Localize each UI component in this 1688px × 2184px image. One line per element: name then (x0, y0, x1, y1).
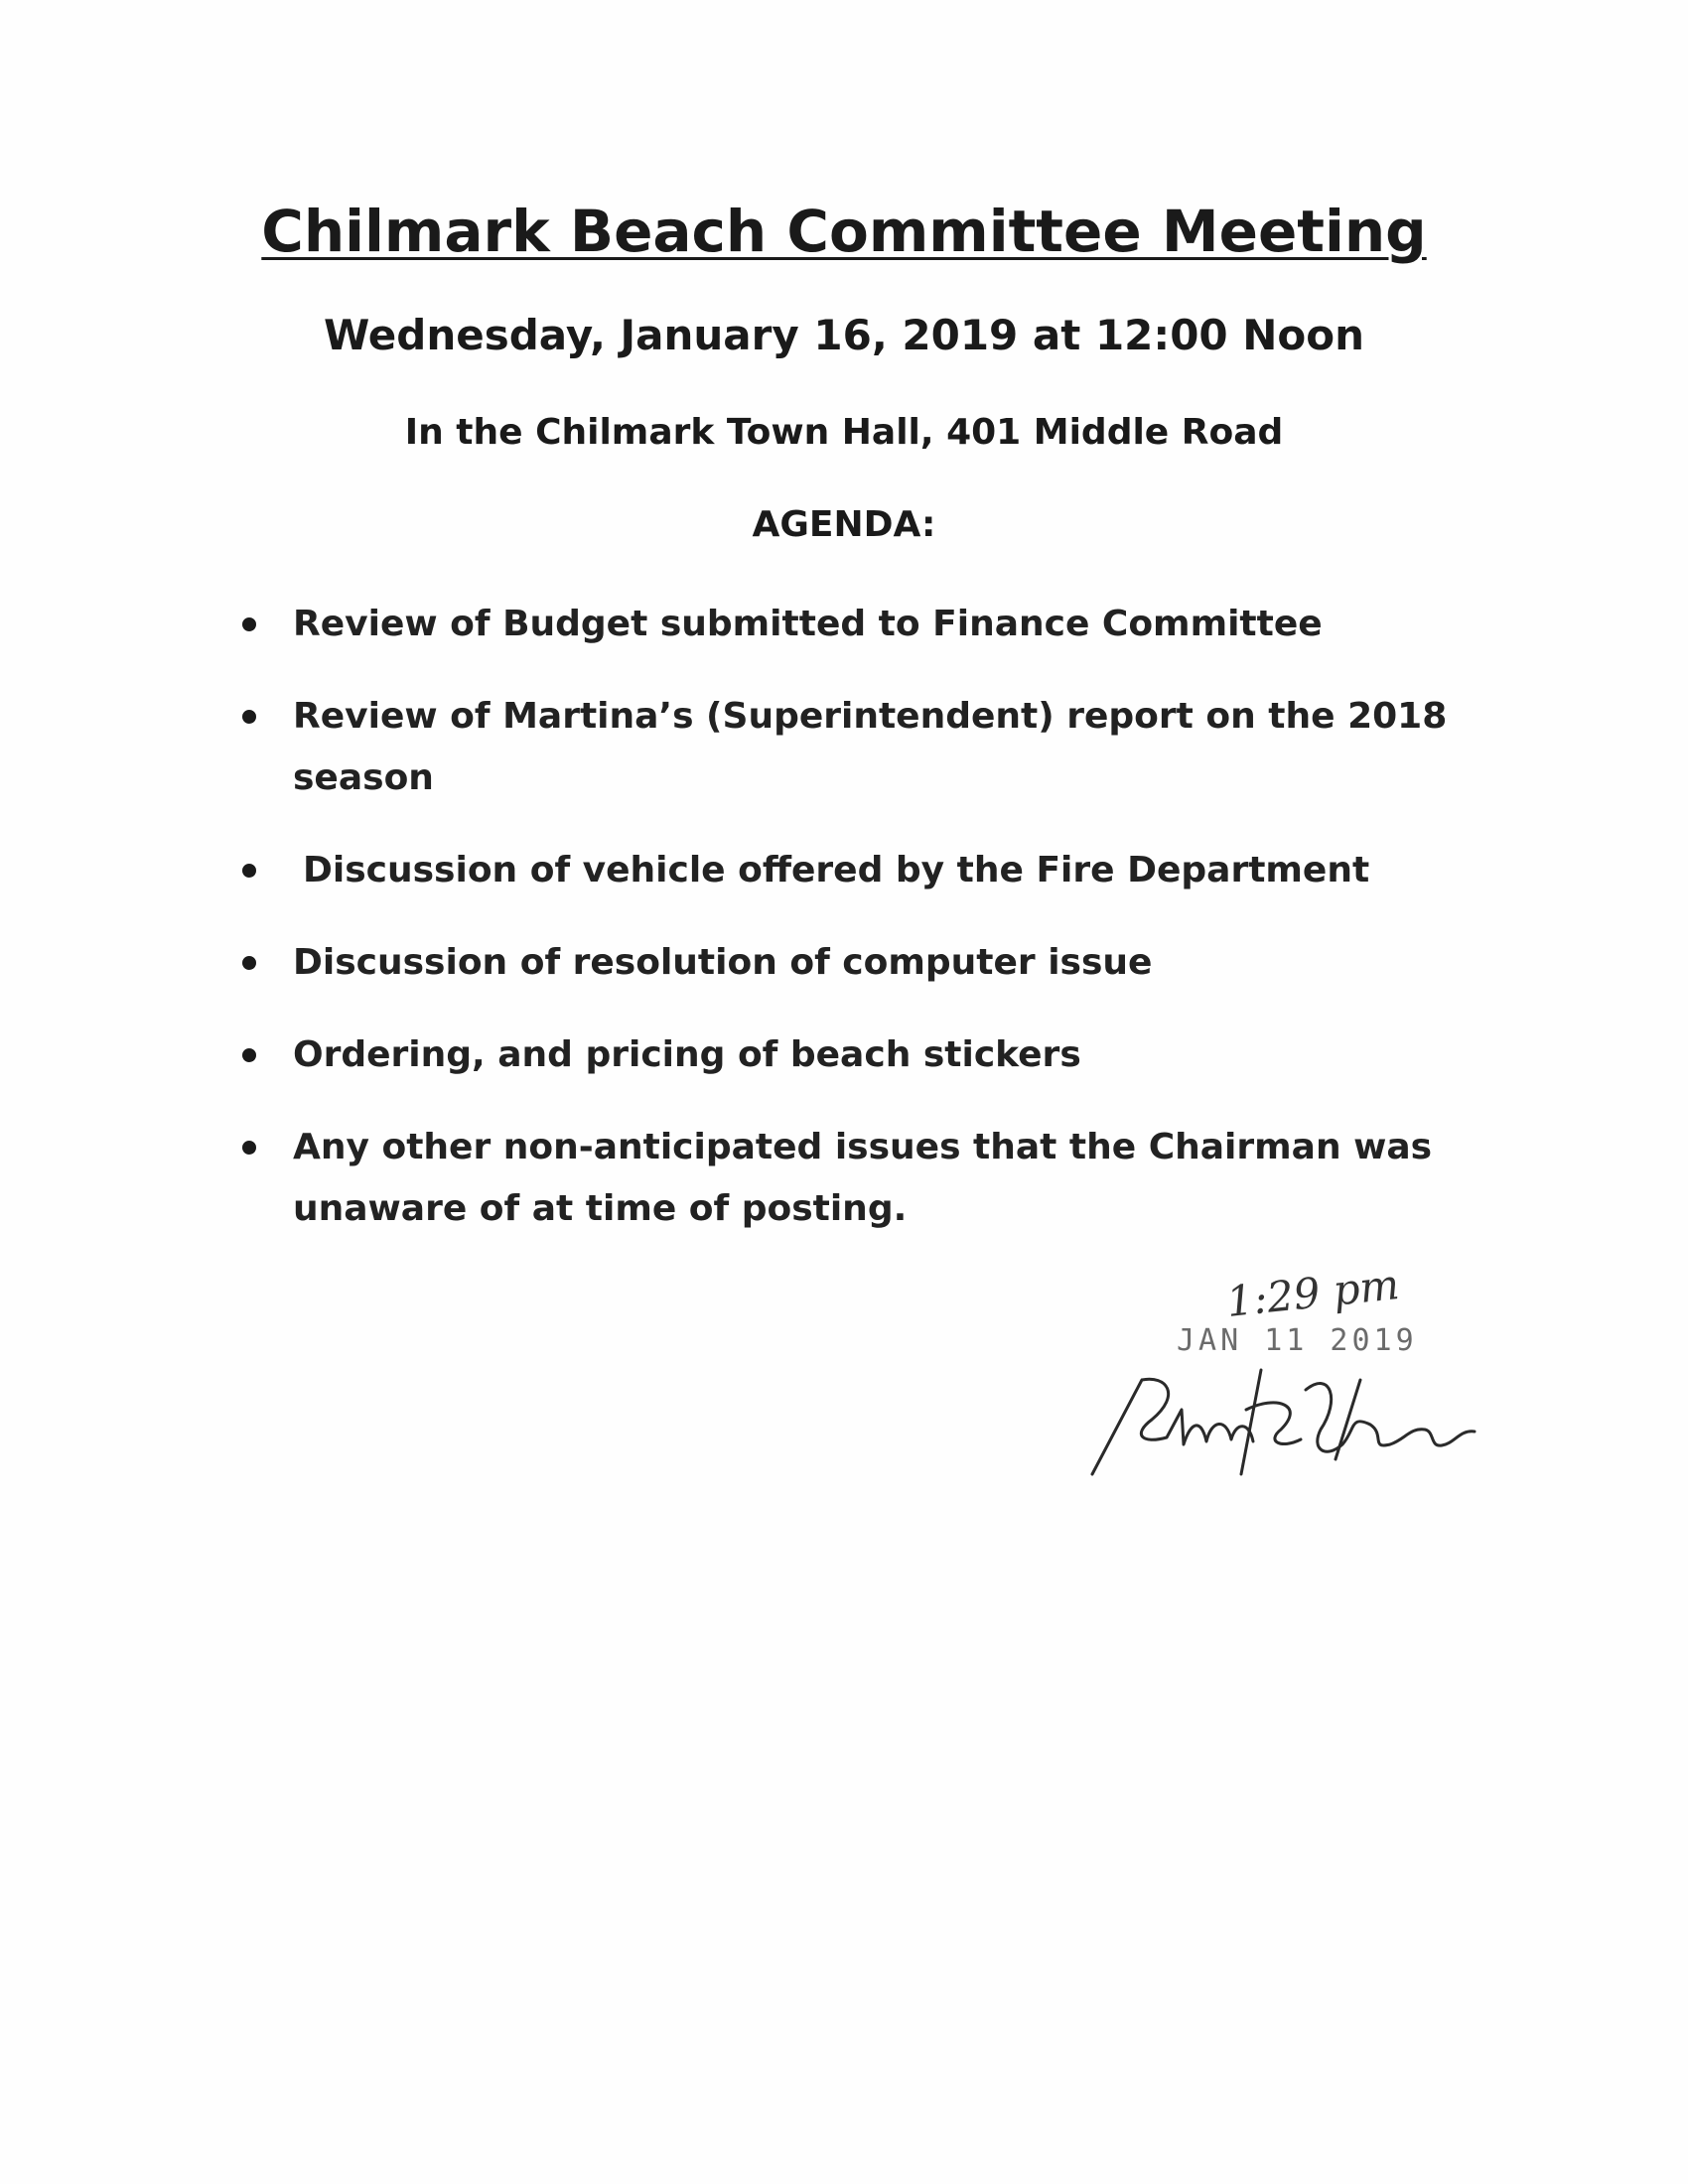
bullet-icon (242, 864, 256, 878)
agenda-item-text: Ordering, and pricing of beach stickers (293, 1034, 1081, 1075)
agenda-item-superintendent-report (242, 686, 1523, 809)
agenda-item-computer-issue (242, 932, 1523, 994)
agenda-item-text: Discussion of vehicle offered by the Fire Department (303, 850, 1370, 890)
bullet-icon (242, 710, 256, 724)
stamp-date: JAN 11 2019 (1177, 1323, 1418, 1358)
agenda-list (242, 594, 1523, 1271)
stamp-handwritten-time: 1:29 pm (1223, 1260, 1402, 1326)
agenda-item-text: Review of Martina’s (Superintendent) report on the 2018 season (293, 696, 1448, 798)
page-title (0, 197, 1688, 266)
agenda-heading: AGENDA: (752, 504, 936, 545)
received-stamp (1062, 1221, 1489, 1509)
bullet-icon (242, 1048, 256, 1062)
meeting-location: In the Chilmark Town Hall, 401 Middle Road (404, 412, 1284, 453)
bullet-icon (242, 617, 256, 631)
bullet-icon (242, 956, 256, 970)
agenda-item-vehicle (242, 840, 1523, 901)
agenda-item-text: Any other non-anticipated issues that the Chairman was unaware of at time of posting. (293, 1127, 1433, 1229)
bullet-icon (242, 1141, 256, 1155)
agenda-item-beach-stickers (242, 1024, 1523, 1086)
title-text: Chilmark Beach Committee Meeting (261, 198, 1427, 265)
agenda-item-text: Discussion of resolution of computer issue (293, 942, 1153, 983)
signature-icon (1072, 1350, 1489, 1489)
agenda-item-budget (242, 594, 1523, 655)
agenda-item-text: Review of Budget submitted to Finance Committee (293, 604, 1323, 644)
meeting-datetime: Wednesday, January 16, 2019 at 12:00 Noon (323, 311, 1365, 359)
